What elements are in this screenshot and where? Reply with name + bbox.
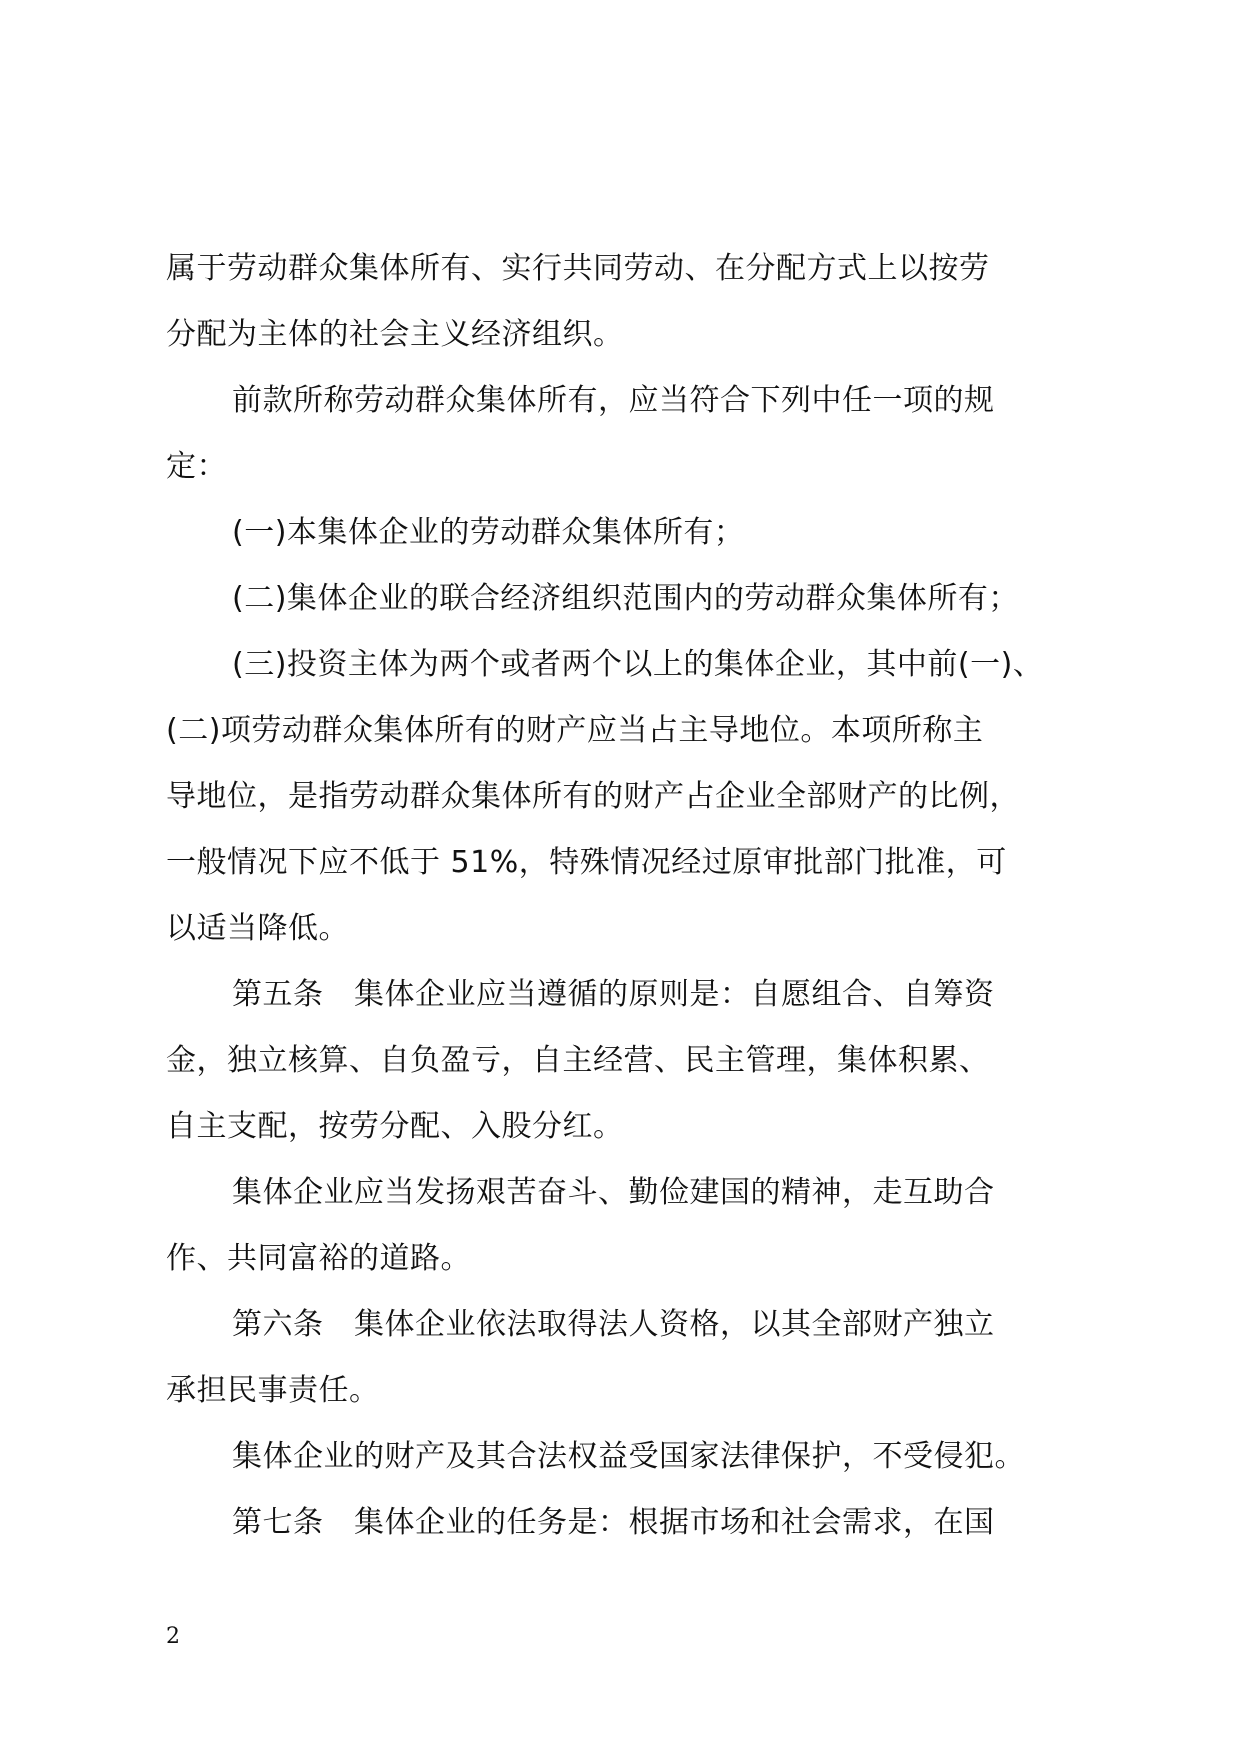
body-text (166, 236, 1086, 1556)
page-number: 2 (166, 1624, 180, 1649)
text-line: 自主支配，按劳分配、入股分红。 (166, 1109, 624, 1144)
text-line: 第五条 集体企业应当遵循的原则是：自愿组合、自筹资 (232, 977, 995, 1012)
text-line: (二)项劳动群众集体所有的财产应当占主导地位。本项所称主 (166, 713, 984, 748)
text-line: (二)集体企业的联合经济组织范围内的劳动群众集体所有； (232, 581, 1019, 616)
text-line: (三)投资主体为两个或者两个以上的集体企业，其中前(一)、 (232, 647, 1044, 682)
text-line: 第六条 集体企业依法取得法人资格，以其全部财产独立 (232, 1307, 995, 1342)
text-line: 以适当降低。 (166, 911, 349, 946)
text-line: 第七条 集体企业的任务是：根据市场和社会需求，在国 (232, 1505, 995, 1540)
text-line: 金，独立核算、自负盈亏，自主经营、民主管理，集体积累、 (166, 1043, 990, 1078)
text-line: 承担民事责任。 (166, 1373, 380, 1408)
text-line: 导地位，是指劳动群众集体所有的财产占企业全部财产的比例， (166, 779, 1020, 814)
text-line: 属于劳动群众集体所有、实行共同劳动、在分配方式上以按劳 (166, 251, 990, 286)
text-line: 前款所称劳动群众集体所有，应当符合下列中任一项的规 (232, 383, 995, 418)
text-line: (一)本集体企业的劳动群众集体所有； (232, 515, 745, 550)
text-line: 一般情况下应不低于 51%，特殊情况经过原审批部门批准，可 (166, 845, 1007, 880)
text-line: 集体企业的财产及其合法权益受国家法律保护，不受侵犯。 (232, 1439, 1025, 1474)
text-line: 集体企业应当发扬艰苦奋斗、勤俭建国的精神，走互助合 (232, 1175, 995, 1210)
text-line: 作、共同富裕的道路。 (166, 1241, 471, 1276)
text-line: 定： (166, 449, 227, 484)
text-line: 分配为主体的社会主义经济组织。 (166, 317, 624, 352)
